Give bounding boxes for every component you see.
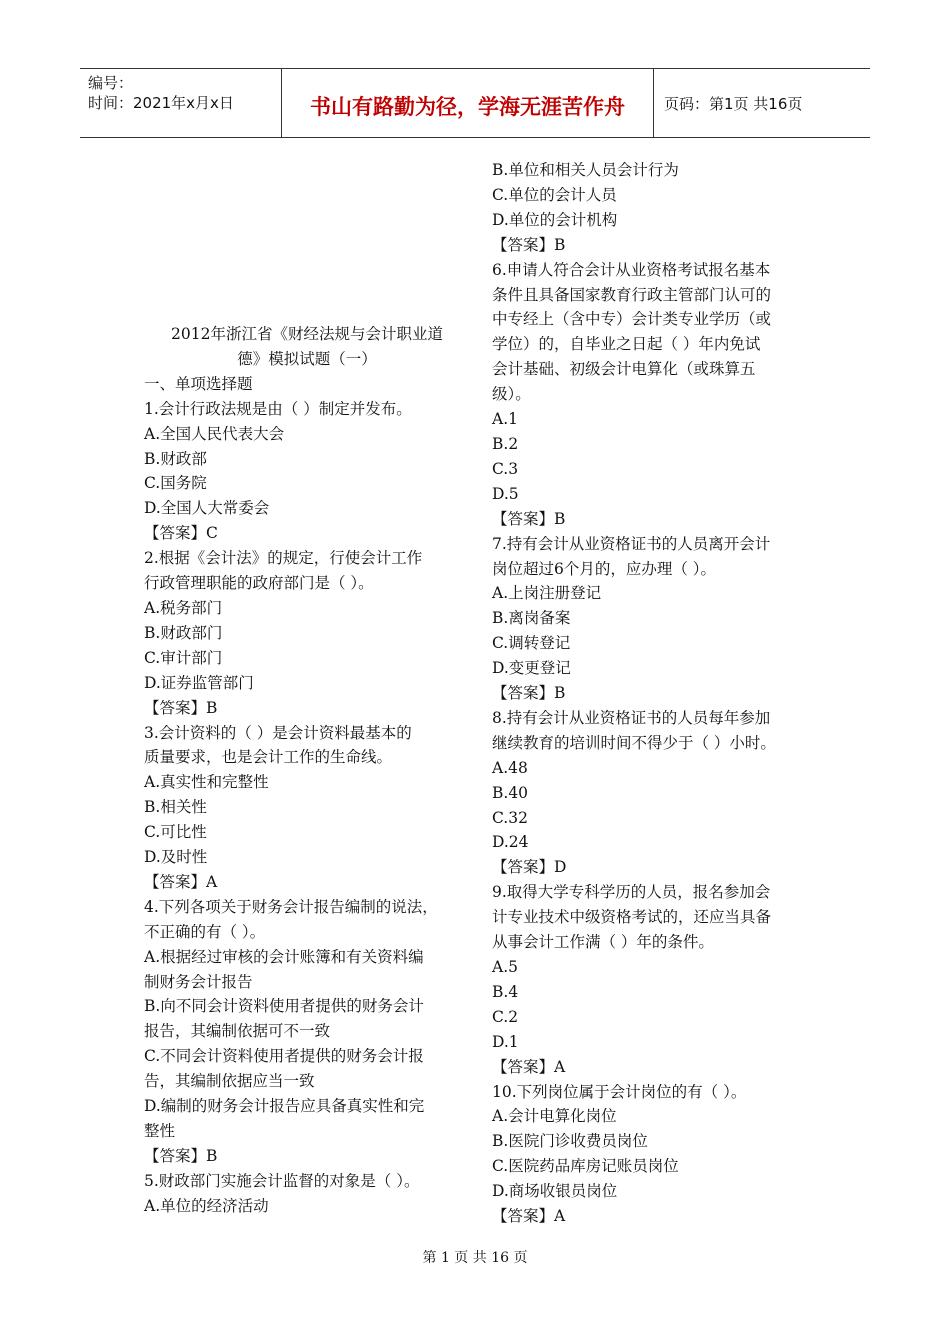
text-line: 制财务会计报告 (144, 972, 253, 991)
time-label: 时间：2021年x月x日 (88, 94, 234, 112)
text-line: 【答案】D (492, 858, 567, 877)
number-label: 编号： (88, 74, 134, 92)
text-line: 【答案】A (492, 1057, 566, 1076)
text-line: A.单位的经济活动 (144, 1196, 269, 1215)
text-line: C.调转登记 (492, 634, 571, 653)
text-line: A.税务部门 (144, 598, 223, 617)
text-line: D.及时性 (144, 848, 208, 867)
document-title-line: 德》模拟试题（一） (237, 349, 377, 368)
page-footer: 第 1 页 共 16 页 (422, 1250, 528, 1266)
text-line: 【答案】B (144, 698, 218, 717)
text-line: 【答案】A (144, 872, 218, 891)
text-line: 1.会计行政法规是由（ ）制定并发布。 (144, 399, 412, 418)
text-line: 【答案】B (492, 235, 566, 254)
text-line: C.2 (492, 1007, 519, 1026)
text-line: 继续教育的培训时间不得少于（ ）小时。 (492, 733, 776, 752)
text-line: 会计基础、初级会计电算化（或珠算五 (492, 360, 756, 379)
text-line: 3.会计资料的（ ）是会计资料最基本的 (144, 723, 412, 742)
text-line: 报告，其编制依据可不一致 (144, 1022, 331, 1041)
document-title-line: 2012年浙江省《财经法规与会计职业道 (171, 325, 443, 343)
text-line: A.5 (492, 958, 518, 976)
text-line: 【答案】B (492, 684, 566, 703)
text-line: A.48 (492, 758, 528, 777)
text-line: 7.持有会计从业资格证书的人员离开会计 (492, 534, 771, 553)
text-line: 10.下列岗位属于会计岗位的有（ ）。 (492, 1082, 747, 1101)
document-header (80, 68, 870, 138)
text-line: 学位）的，自毕业之日起（ ）年内免试 (492, 335, 761, 354)
text-line: 行政管理职能的政府部门是（ ）。 (144, 574, 374, 593)
text-line: B.向不同会计资料使用者提供的财务会计 (144, 997, 424, 1016)
header-motto: 书山有路勤为径，学海无涯苦作舟 (282, 69, 654, 137)
text-line: 【答案】A (492, 1207, 566, 1226)
text-line: B.财政部门 (144, 623, 223, 642)
text-line: 级）。 (492, 385, 531, 404)
text-line: C.单位的会计人员 (492, 185, 617, 204)
text-line: A.根据经过审核的会计账簿和有关资料编 (144, 947, 424, 966)
text-line: D.5 (492, 484, 519, 503)
text-line: C.审计部门 (144, 648, 223, 667)
text-line: D.24 (492, 833, 529, 852)
text-line: 【答案】B (144, 1146, 218, 1165)
text-line: B.4 (492, 982, 519, 1001)
text-line: A.上岗注册登记 (492, 584, 602, 603)
header-page-label: 页码：第1页 共16页 (664, 94, 803, 113)
text-line: 9.取得大学专科学历的人员，报名参加会 (492, 883, 771, 902)
text-line: 2.根据《会计法》的规定，行使会计工作 (144, 549, 423, 568)
text-line: A.全国人民代表大会 (144, 424, 285, 443)
left-column (144, 322, 470, 1219)
text-line: D.全国人大常委会 (144, 499, 270, 518)
text-line: 质量要求，也是会计工作的生命线。 (144, 748, 393, 767)
text-line: 6.申请人符合会计从业资格考试报名基本 (492, 260, 771, 279)
text-line: D.单位的会计机构 (492, 210, 618, 229)
text-line: C.可比性 (144, 823, 207, 842)
text-line: 8.持有会计从业资格证书的人员每年参加 (492, 708, 771, 727)
text-line: B.离岗备案 (492, 609, 571, 628)
text-line: 整性 (144, 1122, 176, 1140)
text-line: B.40 (492, 783, 529, 802)
text-line: D.商场收银员岗位 (492, 1182, 618, 1201)
text-line: 岗位超过6个月的，应办理（ ）。 (492, 559, 717, 578)
text-line: 告，其编制依据应当一致 (144, 1072, 315, 1091)
text-line: 【答案】B (492, 509, 566, 528)
text-line: B.医院门诊收费员岗位 (492, 1132, 648, 1151)
text-line: 从事会计工作满（ ）年的条件。 (492, 933, 714, 952)
text-line: B.2 (492, 434, 519, 453)
text-line: 一、单项选择题 (144, 374, 253, 393)
header-left-cell (80, 69, 282, 137)
text-line: 不正确的有（ ）。 (144, 922, 266, 941)
text-line: B.单位和相关人员会计行为 (492, 161, 679, 179)
text-line: A.会计电算化岗位 (492, 1107, 617, 1126)
text-line: 5.财政部门实施会计监督的对象是（ ）。 (144, 1171, 420, 1190)
text-line: D.证券监管部门 (144, 673, 254, 692)
text-line: C.医院药品库房记账员岗位 (492, 1157, 679, 1176)
text-line: A.1 (492, 410, 518, 429)
text-line: D.1 (492, 1032, 519, 1051)
text-line: 计专业技术中级资格考试的，还应当具备 (492, 908, 772, 927)
text-line: C.3 (492, 459, 519, 478)
text-line: B.相关性 (144, 798, 207, 817)
text-line: 条件且具备国家教育行政主管部门认可的 (492, 285, 772, 304)
text-line: 【答案】C (144, 524, 218, 543)
right-column (492, 158, 814, 1229)
text-line: C.不同会计资料使用者提供的财务会计报 (144, 1047, 424, 1066)
text-line: C.32 (492, 808, 528, 827)
text-line: 中专经上（含中专）会计类专业学历（或 (492, 310, 772, 329)
text-line: D.变更登记 (492, 659, 571, 678)
text-line: C.国务院 (144, 474, 207, 493)
text-line: 4.下列各项关于财务会计报告编制的说法， (144, 897, 438, 916)
text-line: A.真实性和完整性 (144, 773, 269, 792)
text-line: B.财政部 (144, 449, 207, 468)
text-line: D.编制的财务会计报告应具备真实性和完 (144, 1097, 425, 1116)
